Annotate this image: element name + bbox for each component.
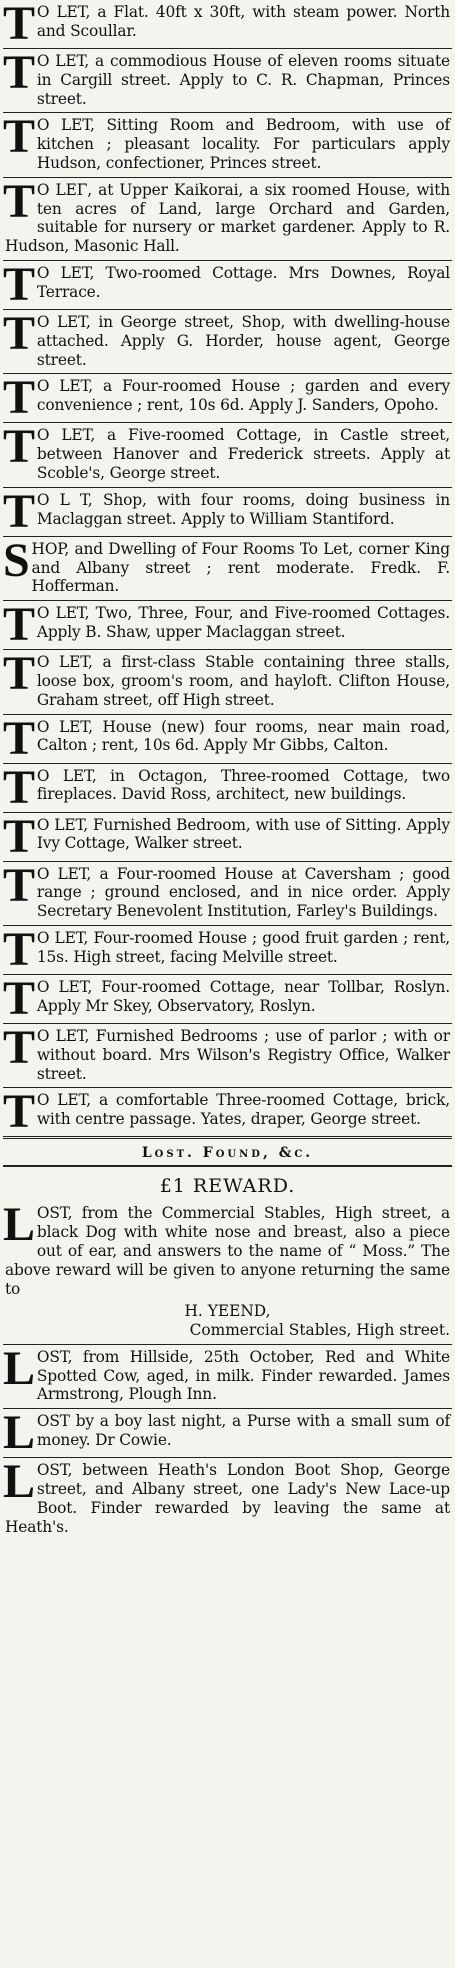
ad-text: OST, from Hillside, 25th October, Red and White Spotted Cow, aged, in milk. Finder rewarded. James Armstrong, Plough Inn. (36, 1347, 450, 1404)
ad-to-let (3, 178, 452, 261)
ad-text: O LET, Two-roomed Cottage. Mrs Downes, Royal Terrace. (36, 263, 450, 301)
ad-text: O LET, Furnished Bedroom, with use of Sitting. Apply Ivy Cottage, Walker street. (36, 815, 450, 853)
drop-cap: L (3, 1201, 35, 1252)
ad-to-let (3, 0, 452, 49)
drop-cap: T (3, 812, 35, 862)
drop-cap: T (3, 601, 35, 651)
drop-cap: S (3, 536, 30, 587)
ad-to-let (3, 310, 452, 374)
ad-text: O LET, a Flat. 40ft x 30ft, with steam power. North and Scoullar. (36, 3, 450, 40)
drop-cap: T (3, 1088, 35, 1137)
ad-text: O LET, House (new) four rooms, near main road, Calton ; rent, 10s 6d. Apply Mr Gibbs, Calton. (36, 717, 450, 755)
drop-cap: T (3, 1023, 35, 1074)
ad-text: OST by a boy last night, a Purse with a small sum of money. Dr Cowie. (36, 1412, 450, 1450)
ad-text: O L T, Shop, with four rooms, doing business in Maclaggan street. Apply to William Stantiford. (36, 490, 450, 528)
ad-lost (3, 1458, 452, 1540)
drop-cap: L (3, 1344, 35, 1395)
ad-to-let (3, 113, 452, 177)
ad-text: O LET, a first-class Stable containing three stalls, loose box, groom's room, and hayloft. Clifton House, Graham street, off High street. (36, 653, 450, 709)
ad-to-let (3, 374, 452, 423)
ad-text: O LET, a commodious House of eleven rooms situate in Cargill street. Apply to C. R. Chapman, Princes street. (36, 52, 450, 108)
drop-cap: T (3, 113, 35, 164)
ad-text: O LET, Four-roomed Cottage, near Tollbar, Roslyn. Apply Mr Skey, Observatory, Roslyn. (36, 977, 450, 1015)
ad-to-let (3, 813, 452, 862)
drop-cap: T (3, 714, 35, 764)
ad-text: O LET, a Five-roomed Cottage, in Castle street, between Hanover and Frederick streets. Apply at Scoble's, George street. (36, 426, 450, 482)
ad-text: O LET, Two, Three, Four, and Five-roomed Cottages. Apply B. Shaw, upper Maclaggan street. (36, 604, 450, 641)
drop-cap: T (3, 260, 35, 310)
reward-signer-place: Commercial Stables, High street. (3, 1321, 452, 1345)
ad-to-let (3, 601, 452, 650)
reward-signer: H. YEEND, (184, 1302, 271, 1321)
ad-text: O LET, Sitting Room and Bedroom, with use of kitchen ; pleasant locality. For particulars apply Hudson, confectioner, Princes street. (36, 116, 450, 172)
ad-text: O LET, a Four-roomed House at Caversham ; good range ; ground enclosed, and in nice order. Apply Secretary Benevolent Institution, Farley's Buildings. (36, 864, 450, 921)
drop-cap: T (3, 0, 35, 49)
drop-cap: L (3, 1409, 35, 1459)
ad-lost (3, 1345, 452, 1409)
ad-to-let (3, 488, 452, 537)
ad-to-let (3, 423, 452, 487)
drop-cap: T (3, 487, 35, 537)
section-heading: Lost. Found, &c. (3, 1136, 452, 1167)
ad-to-let (3, 49, 452, 113)
ad-text: O LET, Furnished Bedrooms ; use of parlor ; with or without board. Mrs Wilson's Registry Office, Walker street. (36, 1026, 450, 1083)
ad-to-let (3, 1088, 452, 1136)
ad-to-let (3, 926, 452, 975)
drop-cap: T (3, 763, 35, 813)
ad-lost (3, 1409, 452, 1458)
ad-to-let (3, 764, 452, 813)
drop-cap: T (3, 650, 35, 701)
drop-cap: L (3, 1458, 35, 1509)
ad-text: O LET, a Four-roomed House ; garden and every convenience ; rent, 10s 6d. Apply J. Sanders, Opoho. (36, 377, 450, 415)
ad-text: O LET, a comfortable Three-roomed Cottage, brick, with centre passage. Yates, draper, George street. (36, 1091, 450, 1129)
drop-cap: T (3, 861, 35, 912)
ad-text: OST, from the Commercial Stables, High street, a black Dog with white nose and breast, also a piece out of ear, and answers to the name of “ Moss.” The above reward will be given to anyone returning the same to (5, 1204, 450, 1298)
ad-to-let (3, 715, 452, 764)
ad-shop (3, 537, 452, 601)
ad-to-let (3, 261, 452, 310)
reward-title: £1 REWARD. (159, 1175, 296, 1198)
drop-cap: T (3, 49, 35, 99)
drop-cap: T (3, 309, 35, 360)
ad-text: O LET, in George street, Shop, with dwelling-house attached. Apply G. Horder, house agent, George street. (36, 312, 450, 369)
drop-cap: T (3, 925, 35, 975)
ad-to-let (3, 975, 452, 1024)
drop-cap: T (3, 974, 35, 1024)
ad-to-let (3, 1024, 452, 1088)
ad-reward (3, 1201, 452, 1302)
ad-text: HOP, and Dwelling of Four Rooms To Let, corner King and Albany street ; rent moderate. Fredk. F. Hofferman. (31, 539, 450, 596)
ad-text: O LET, in Octagon, Three-roomed Cottage, two fireplaces. David Ross, architect, new buildings. (36, 766, 450, 804)
ad-to-let (3, 650, 452, 714)
drop-cap: T (3, 177, 35, 228)
ad-text: O LEΓ, at Upper Kaikorai, a six roomed House, with ten acres of Land, large Orchard and Garden, suitable for nursery or market gardener. Apply to R. Hudson, Masonic Hall. (5, 180, 450, 256)
ad-to-let (3, 862, 452, 926)
drop-cap: T (3, 374, 35, 424)
ad-text: OST, between Heath's London Boot Shop, George street, and Albany street, one Lady's New Lace-up Boot. Finder rewarded by leaving the same at Heath's. (5, 1461, 450, 1536)
drop-cap: T (3, 423, 35, 474)
ad-text: O LET, Four-roomed House ; good fruit garden ; rent, 15s. High street, facing Melville street. (36, 928, 450, 966)
